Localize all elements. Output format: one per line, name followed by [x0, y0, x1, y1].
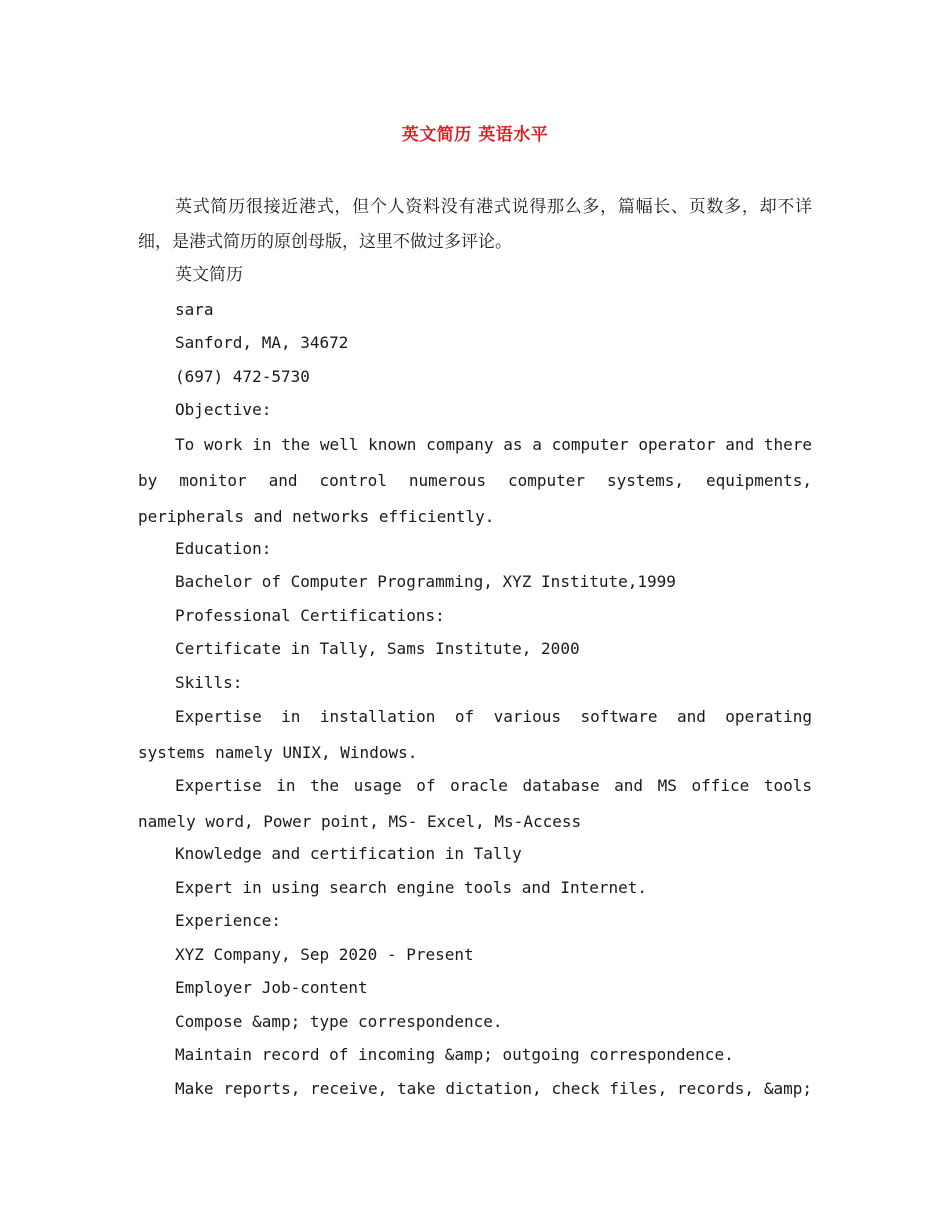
skill-item: Knowledge and certification in Tally [175, 844, 522, 863]
document-body [138, 190, 812, 1105]
skill-item: Expertise in the usage of oracle database and MS office tools namely word, Power point, MS- Excel, Ms-Access [138, 776, 812, 831]
section-heading-education: Education: [175, 538, 272, 558]
experience-employer: XYZ Company, Sep 2020 - Present [175, 944, 474, 964]
intro-paragraph: 英式简历很接近港式，但个人资料没有港式说得那么多，篇幅长、页数多，却不详细，是港式简历的原创母版，这里不做过多评论。 [138, 197, 812, 252]
section-heading-experience: Experience: [175, 911, 281, 930]
experience-duty: Compose &amp; type correspondence. [175, 1011, 503, 1031]
section-heading-objective: Objective: [175, 400, 272, 419]
objective-text: To work in the well known company as a computer operator and there by monitor and control numerous computer systems, equipments, peripherals and networks efficiently. [138, 434, 812, 526]
candidate-address: Sanford, MA, 34672 [175, 333, 349, 352]
candidate-phone: (697) 472-5730 [175, 366, 310, 386]
skill-item: Expertise in installation of various software and operating systems namely UNIX, Windows. [138, 707, 812, 762]
candidate-name: sara [175, 299, 214, 319]
experience-duty: Maintain record of incoming &amp; outgoing correspondence. [175, 1045, 734, 1064]
education-item: Bachelor of Computer Programming, XYZ Institute,1999 [175, 572, 676, 591]
experience-subheading: Employer Job-content [175, 978, 368, 997]
skill-item: Expert in using search engine tools and Internet. [175, 877, 648, 897]
document-title: 英文简历 英语水平 [401, 125, 549, 145]
resume-heading: 英文简历 [175, 265, 243, 285]
experience-duty: Make reports, receive, take dictation, check files, records, &amp; [175, 1078, 812, 1098]
section-heading-certifications: Professional Certifications: [175, 605, 445, 625]
certification-item: Certificate in Tally, Sams Institute, 2000 [175, 639, 580, 658]
section-heading-skills: Skills: [175, 672, 243, 692]
